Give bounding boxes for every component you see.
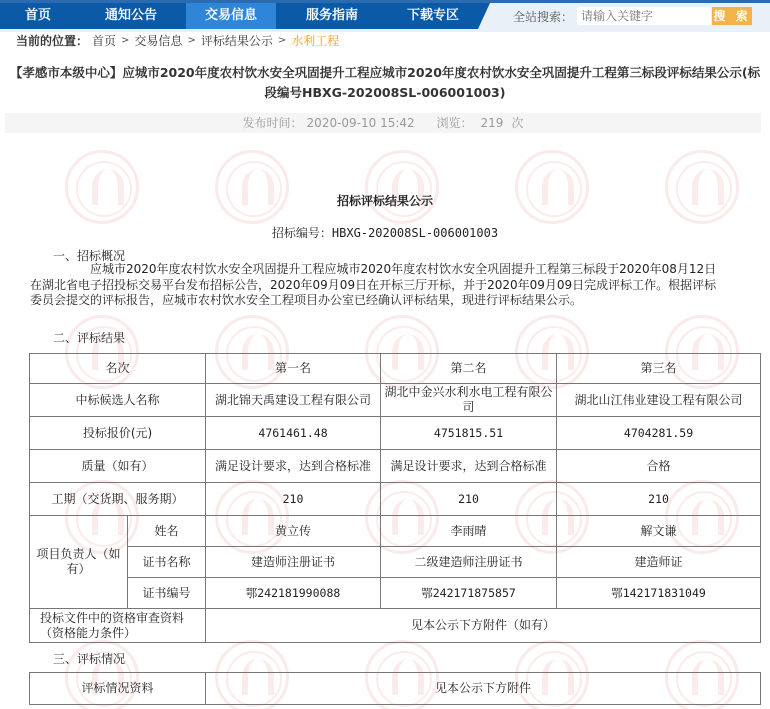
cell-quality-1: 满足设计要求，达到合格标准	[206, 450, 381, 483]
cell-duration-2: 210	[381, 483, 557, 516]
row-label-duration: 工期（交货期、服务期）	[30, 483, 206, 516]
table-row	[30, 578, 761, 609]
breadcrumb-separator: >	[277, 35, 287, 46]
cell-cert-name-1: 建造师注册证书	[206, 547, 381, 578]
seal-watermark-icon	[215, 150, 289, 224]
cell-quality-3: 合格	[557, 450, 761, 483]
row-label-cert-name: 证书名称	[128, 547, 206, 578]
cell-duration-3: 210	[557, 483, 761, 516]
nav-item-home[interactable]: 首页	[0, 3, 76, 29]
nav-item-downloads[interactable]: 下载专区	[388, 3, 478, 29]
cell-qualification: 见本公示下方附件（如有）	[206, 609, 761, 643]
cell-cert-no-3: 鄂142171831049	[557, 578, 761, 609]
cell-duration-1: 210	[206, 483, 381, 516]
breadcrumb-current[interactable]: 水利工程	[291, 34, 340, 48]
breadcrumb	[16, 32, 339, 50]
publish-label: 发布时间：	[242, 116, 303, 130]
cell-price-3: 4704281.59	[557, 417, 761, 450]
cell-price-2: 4751815.51	[381, 417, 557, 450]
cell-quality-2: 满足设计要求，达到合格标准	[381, 450, 557, 483]
cell-cert-no-2: 鄂242171875857	[381, 578, 557, 609]
cell-eval-material: 见本公示下方附件	[206, 673, 761, 705]
table-row	[30, 450, 761, 483]
cell-cert-no-1: 鄂242181990088	[206, 578, 381, 609]
seal-watermark-icon	[665, 150, 739, 224]
article-title: 【孝感市本级中心】应城市2020年度农村饮水安全巩固提升工程应城市2020年度农村饮水安全巩固提升工程第三标段评标结果公示(标段编号HBXG-202008SL-006001003)	[9, 65, 761, 100]
breadcrumb-separator: >	[187, 35, 196, 46]
nav-item-service-guide[interactable]: 服务指南	[276, 3, 388, 29]
cell-price-1: 4761461.48	[206, 417, 381, 450]
cell-name-3: 解文谦	[557, 516, 761, 547]
article-meta	[5, 113, 761, 133]
breadcrumb-separator: >	[121, 35, 130, 46]
header-rank-2: 第二名	[381, 354, 557, 384]
row-label-bid-price: 投标报价(元)	[30, 417, 206, 450]
views-count: 219	[480, 116, 504, 130]
evaluation-table	[29, 672, 761, 705]
table-row	[30, 547, 761, 578]
table-header-row	[30, 354, 761, 384]
row-label-qualification: 投标文件中的资格审查资料（资格能力条件）	[30, 609, 206, 643]
nav-item-trade-info[interactable]: 交易信息	[186, 3, 276, 29]
row-label-quality: 质量（如有）	[30, 450, 206, 483]
header-rank-3: 第三名	[557, 354, 761, 384]
cell-cert-name-3: 建造师证	[557, 547, 761, 578]
header-rank-1: 第一名	[206, 354, 381, 384]
cell-candidate-3: 湖北山江伟业建设工程有限公司	[557, 384, 761, 417]
seal-watermark-icon	[515, 150, 589, 224]
search-input[interactable]	[577, 7, 711, 25]
search-label: 全站搜索：	[513, 9, 574, 24]
breadcrumb-trade-info[interactable]: 交易信息	[134, 34, 183, 48]
nav-slant-decoration	[478, 3, 490, 29]
table-row	[30, 673, 761, 705]
row-label-name: 姓名	[128, 516, 206, 547]
header-rank-label: 名次	[30, 354, 206, 384]
section-heading-evaluation: 三、评标情况	[53, 652, 126, 666]
table-row	[30, 609, 761, 643]
cell-candidate-2: 湖北中金兴水利水电工程有限公司	[381, 384, 557, 417]
main-nav	[0, 3, 478, 29]
cell-cert-name-2: 二级建造师注册证书	[381, 547, 557, 578]
section-heading-results: 二、评标结果	[53, 331, 126, 345]
cell-name-1: 黄立传	[206, 516, 381, 547]
tender-code: 招标编号：HBXG-202008SL-006001003	[271, 226, 499, 240]
nav-item-notices[interactable]: 通知公告	[76, 3, 186, 29]
publish-time: 2020-09-10 15:42	[306, 116, 415, 130]
cell-candidate-1: 湖北锦天禹建设工程有限公司	[206, 384, 381, 417]
row-group-project-manager: 项目负责人（如有）	[30, 516, 128, 609]
row-label-cert-no: 证书编号	[128, 578, 206, 609]
table-row	[30, 516, 761, 547]
row-label-eval-material: 评标情况资料	[30, 673, 206, 705]
search-button[interactable]: 搜 索	[713, 9, 751, 23]
table-row	[30, 384, 761, 417]
table-row	[30, 483, 761, 516]
views-label: 浏览：	[436, 116, 473, 130]
section-heading-overview: 一、招标概况	[53, 249, 126, 263]
cell-name-2: 李雨晴	[381, 516, 557, 547]
seal-watermark-icon	[365, 150, 439, 224]
breadcrumb-label: 当前的位置：	[16, 34, 89, 48]
table-row	[30, 417, 761, 450]
site-search	[513, 7, 752, 25]
doc-heading: 招标评标结果公示	[336, 194, 433, 208]
row-label-candidate: 中标候选人名称	[30, 384, 206, 417]
breadcrumb-home[interactable]: 首页	[92, 34, 117, 48]
overview-paragraph: 应城市2020年度农村饮水安全巩固提升工程应城市2020年度农村饮水安全巩固提升工程第三标段于2020年08月12日在湖北省电子招投标交易平台发布招标公告，2020年09月09日在开标三厅开标，并于2020年09月09日完成评标工作。根据评标委员会提交的评标报告，应城市农村饮水安全工程项目办公室已经确认评标结果，现进行评标结果公示。	[30, 262, 717, 307]
breadcrumb-eval-results[interactable]: 评标结果公示	[200, 34, 273, 48]
top-navigation-bar	[0, 0, 770, 32]
views-unit: 次	[511, 116, 524, 130]
results-table	[29, 353, 761, 643]
seal-watermark-icon	[65, 150, 139, 224]
